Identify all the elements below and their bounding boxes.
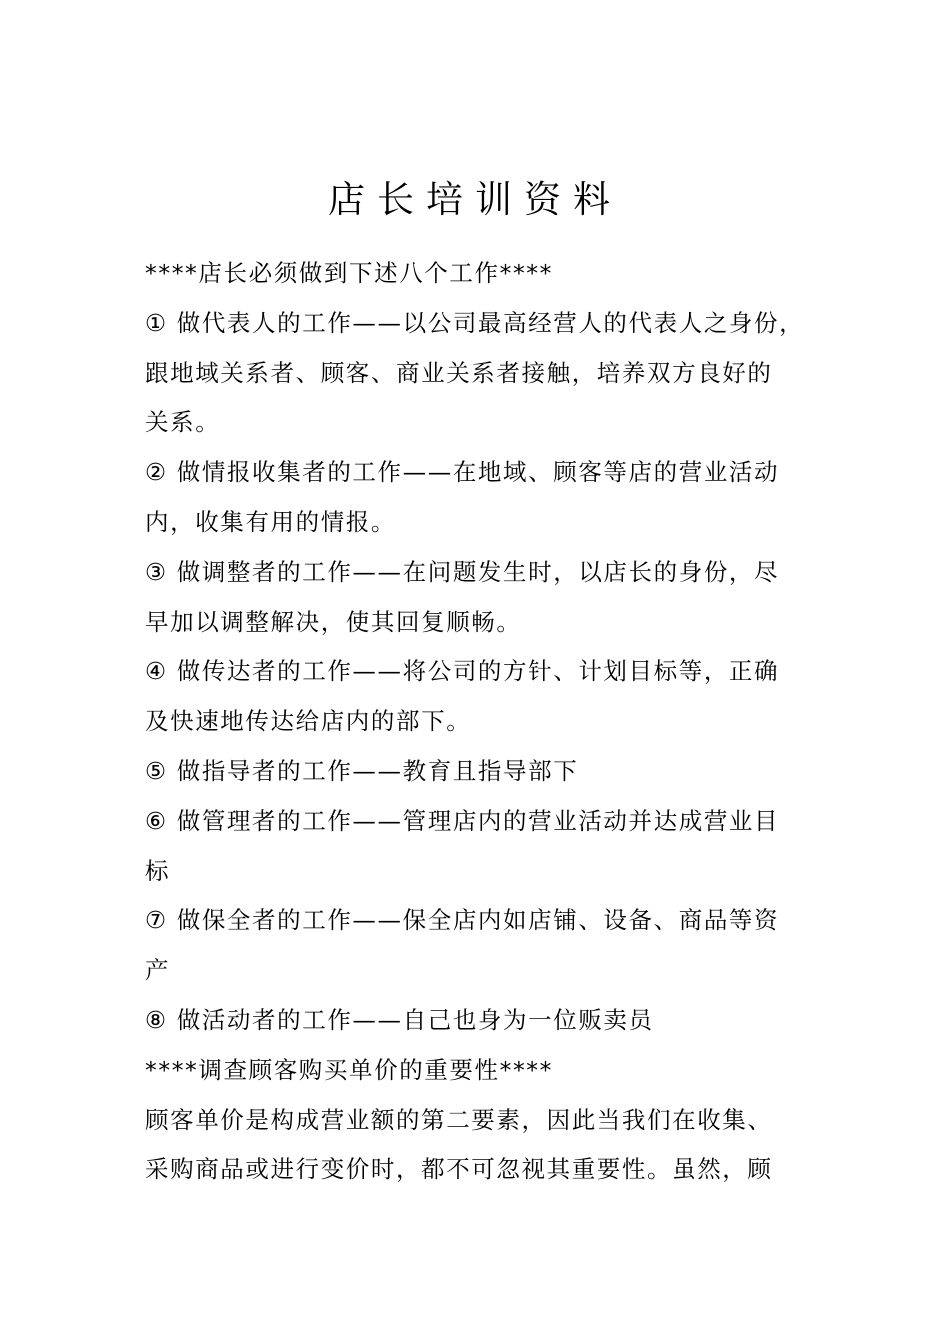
document-body [145,249,845,1195]
task-2-line-2: 内，收集有用的情报。 [145,507,396,536]
heading-eight-tasks: ****店长必须做到下述八个工作**** [145,259,553,287]
task-1-line-2: 跟地域关系者、顾客、商业关系者接触，培养双方良好的 [145,358,773,387]
task-6-line-1: ⑥ 做管理者的工作——管理店内的营业活动并达成营业目 [145,806,780,835]
task-3-line-1: ③ 做调整者的工作——在问题发生时，以店长的身份，尽 [145,557,780,586]
task-4-line-1: ④ 做传达者的工作——将公司的方针、计划目标等，正确 [145,657,780,686]
document-title: 店长培训资料 [328,178,622,221]
paragraph-line-2: 采购商品或进行变价时，都不可忽视其重要性。虽然，顾 [145,1155,773,1184]
task-1-line-3: 关系。 [145,408,221,437]
task-7-line-1: ⑦ 做保全者的工作——保全店内如店铺、设备、商品等资 [145,906,780,935]
task-8-line-1: ⑧ 做活动者的工作——自己也身为一位贩卖员 [145,1005,654,1034]
task-2-line-1: ② 做情报收集者的工作——在地域、顾客等店的营业活动 [145,458,780,487]
task-6-line-2: 标 [145,856,171,885]
task-4-line-2: 及快速地传达给店内的部下。 [145,707,472,736]
task-3-line-2: 早加以调整解决，使其回复顺畅。 [145,607,522,636]
paragraph-line-1: 顾客单价是构成营业额的第二要素，因此当我们在收集、 [145,1105,773,1134]
heading-unit-price: ****调查顾客购买单价的重要性**** [145,1055,553,1084]
task-1-line-1: ① 做代表人的工作——以公司最高经营人的代表人之身份， [145,308,805,337]
task-5-line-1: ⑤ 做指导者的工作——教育且指导部下 [145,756,579,785]
task-7-line-2: 产 [145,956,171,985]
